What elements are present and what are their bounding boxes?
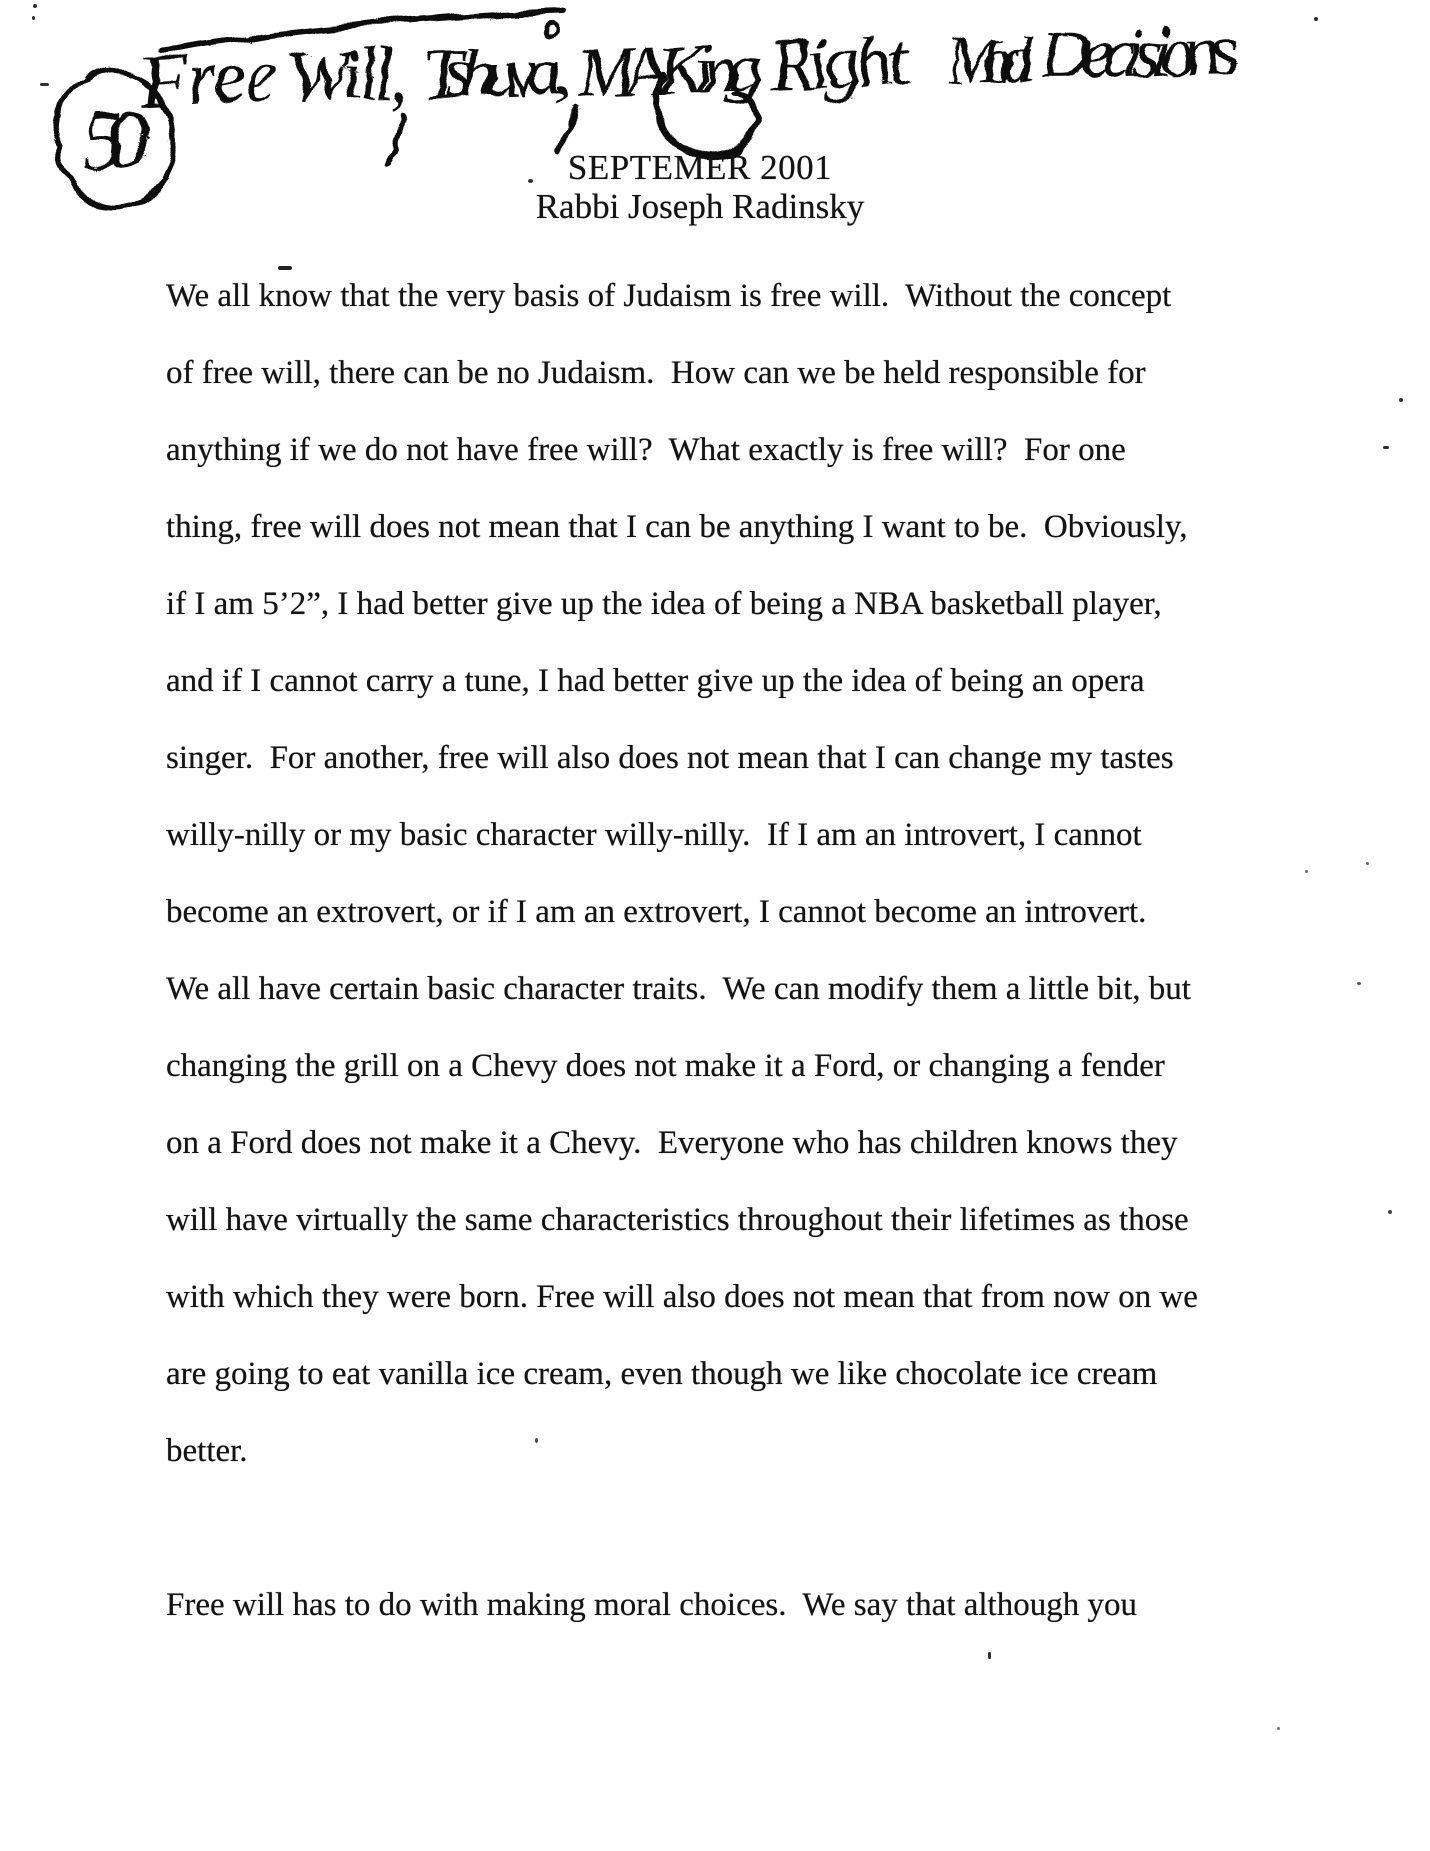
handwriting-stroke-comma <box>384 112 400 162</box>
grade-value: 50 <box>78 89 146 185</box>
scan-speck <box>1388 1210 1392 1214</box>
handwritten-word: Decisions <box>1036 9 1237 90</box>
scan-speck <box>1357 982 1361 985</box>
scan-speck <box>528 179 533 183</box>
scan-speck <box>1305 870 1308 873</box>
scan-speck <box>988 1652 991 1659</box>
scan-speck <box>40 83 49 86</box>
typed-line: if I am 5’2”, I had better give up the idea of being a NBA basketball player, <box>166 586 1162 622</box>
scan-speck <box>535 1438 538 1443</box>
typed-line: will have virtually the same characteristics throughout their lifetimes as those <box>166 1202 1189 1238</box>
handwriting-stroke-comma <box>556 106 572 151</box>
paragraph-spacer <box>166 1490 1296 1567</box>
handwritten-word: Will, <box>283 30 407 117</box>
scan-speck <box>1383 446 1389 449</box>
typed-line: anything if we do not have free will? What exactly is free will? For one <box>166 432 1126 468</box>
handwritten-word: MAKing <box>571 23 763 110</box>
typed-line: of free will, there can be no Judaism. How can we be held responsible for <box>166 355 1146 391</box>
typed-line: thing, free will does not mean that I can be anything I want to be. Obviously, <box>166 509 1188 545</box>
typed-line: better. <box>166 1433 248 1469</box>
typed-line: Free will has to do with making moral choices. We say that although you <box>166 1587 1137 1623</box>
typed-line: singer. For another, free will also does not mean that I can change my tastes <box>166 740 1174 776</box>
scan-speck <box>278 266 292 270</box>
typed-line: on a Ford does not make it a Chevy. Everyone who has children knows they <box>166 1125 1178 1161</box>
document-author: Rabbi Joseph Radinsky <box>535 187 865 226</box>
typed-line: We all have certain basic character traits. We can modify them a little bit, but <box>166 971 1191 1007</box>
typed-line: willy-nilly or my basic character willy-nilly. If I am an introvert, I cannot <box>166 817 1142 853</box>
typed-line: with which they were born. Free will also does not mean that from now on we <box>166 1279 1198 1315</box>
handwritten-word: Moral <box>942 19 1033 94</box>
scan-speck <box>32 16 35 20</box>
document-date: SEPTEMER 2001 <box>567 148 833 187</box>
scan-speck <box>1366 862 1369 865</box>
typed-line: changing the grill on a Chevy does not make it a Ford, or changing a fender <box>166 1048 1165 1084</box>
scan-speck <box>1314 17 1318 21</box>
scan-speck <box>1399 398 1403 402</box>
handwritten-word: Right <box>764 15 909 105</box>
typed-line: and if I cannot carry a tune, I had better give up the idea of being an opera <box>166 663 1145 699</box>
typed-line: We all know that the very basis of Judaism is free will. Without the concept <box>166 278 1172 314</box>
typed-line: become an extrovert, or if I am an extrovert, I cannot become an introvert. <box>166 894 1147 930</box>
handwritten-word: Free <box>136 31 276 120</box>
scan-speck <box>1277 1727 1280 1730</box>
document-body <box>166 258 1296 1644</box>
handwritten-word: Tshuva, <box>417 26 569 112</box>
scan-speck <box>33 4 37 8</box>
typed-line: are going to eat vanilla ice cream, even though we like chocolate ice cream <box>166 1356 1158 1392</box>
